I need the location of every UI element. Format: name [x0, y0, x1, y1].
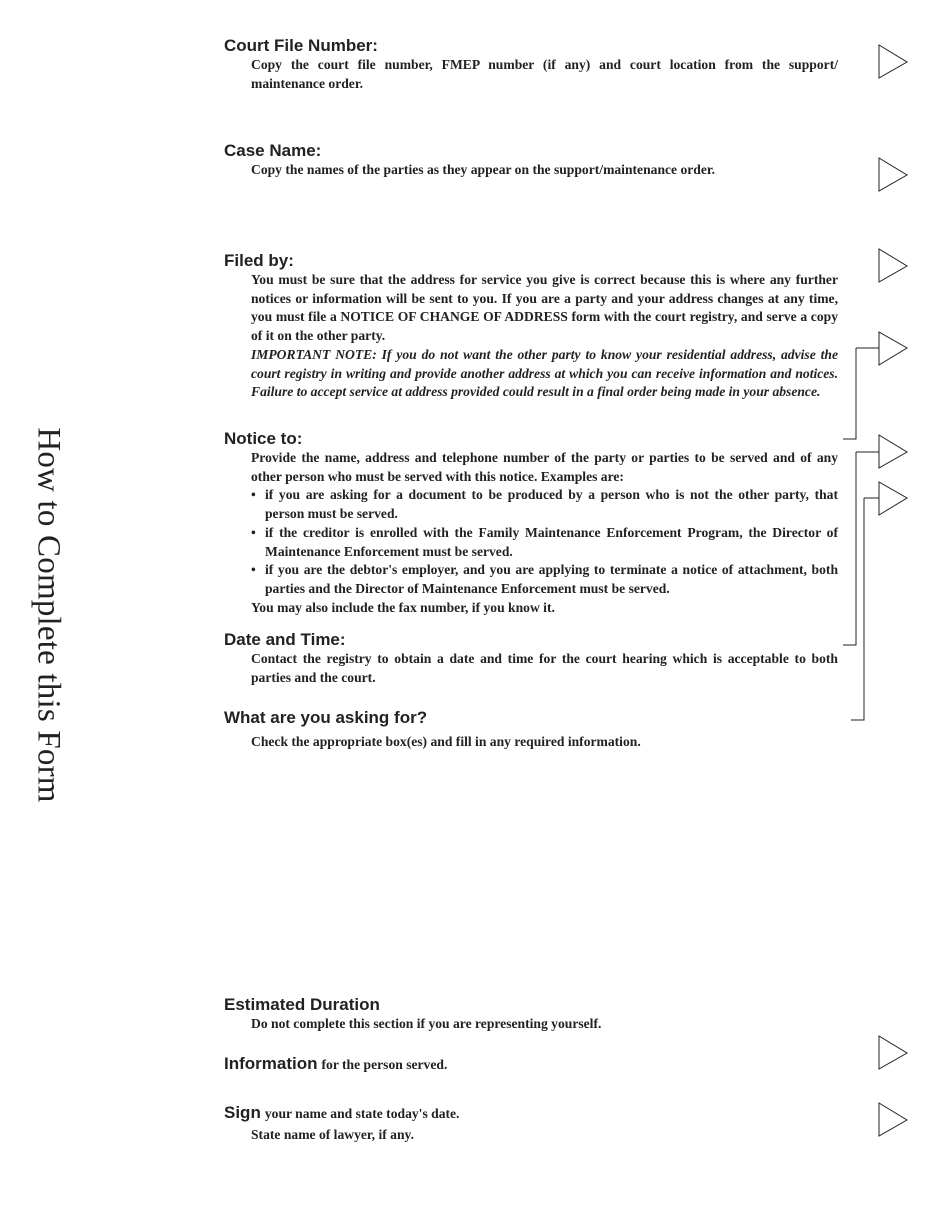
pointer-arrow-notice-to-icon: [879, 435, 907, 468]
court-file-heading: Court File Number:: [224, 36, 378, 55]
pointer-arrow-court-file-icon: [879, 45, 907, 78]
pointer-arrow-information-icon: [879, 1036, 907, 1069]
pointer-arrow-filed-by-2-icon: [879, 332, 907, 365]
information-section: [224, 1054, 838, 1074]
date-time-heading: Date and Time:: [224, 630, 346, 649]
sign-lawyer-text: State name of lawyer, if any.: [251, 1127, 414, 1142]
bracket-filed-by: [843, 348, 856, 439]
filed-by-section: [224, 251, 838, 402]
pointer-arrow-case-name-icon: [879, 158, 907, 191]
pointer-arrow-filed-by-icon: [879, 249, 907, 282]
duration-text: Do not complete this section if you are representing yourself.: [251, 1016, 602, 1031]
case-name-section: [224, 141, 838, 180]
case-name-text: Copy the names of the parties as they appear on the support/maintenance order.: [251, 162, 716, 177]
list-item: • if you are asking for a document to be produced by a person who is not the other party, that person must be served.: [251, 486, 838, 523]
pointer-arrow-sign-icon: [879, 1103, 907, 1136]
duration-heading: Estimated Duration: [224, 995, 380, 1014]
notice-to-examples: [251, 486, 838, 598]
list-item: • if the creditor is enrolled with the Family Maintenance Enforcement Program, the Director of Maintenance Enforcement must be served.: [251, 524, 838, 561]
asking-for-section: [224, 708, 838, 752]
date-time-section: [224, 630, 838, 687]
information-text: for the person served.: [321, 1057, 448, 1072]
notice-to-outro: You may also include the fax number, if you know it.: [251, 599, 555, 615]
case-name-heading: Case Name:: [224, 141, 322, 160]
filed-by-text: You must be sure that the address for service you give is correct because this is where any further notices or information will be sent to you. If you are a party and your address changes at any time, you must file a NOTICE OF CHANGE OF ADDRESS form with the court registry, and serve a copy of it on the other party.: [251, 272, 838, 344]
court-file-text: Copy the court file number, FMEP number (if any) and court location from the support/ maintenance order.: [251, 57, 838, 91]
list-item: • if you are the debtor's employer, and you are applying to terminate a notice of attachment, both parties and the Director of Maintenance Enforcement must be served.: [251, 561, 838, 598]
filed-by-heading: Filed by:: [224, 251, 294, 270]
notice-to-section: [224, 429, 838, 617]
sign-text: your name and state today's date.: [264, 1106, 460, 1121]
date-time-text: Contact the registry to obtain a date and time for the court hearing which is acceptable to both parties and the court.: [251, 651, 838, 685]
bracket-notice-to: [843, 452, 856, 645]
duration-section: [224, 995, 838, 1034]
filed-by-important-note: IMPORTANT NOTE: If you do not want the other party to know your residential address, advise the court registry in writing and provide another address at which you can receive information and notices. Failure to accept service at address provided could result in a final order being made in your absence.: [251, 346, 838, 400]
sign-heading: Sign: [224, 1103, 261, 1122]
bracket-asking-for: [851, 498, 864, 720]
notice-to-heading: Notice to:: [224, 429, 303, 448]
asking-for-heading: What are you asking for?: [224, 708, 428, 727]
asking-for-text: Check the appropriate box(es) and fill in any required information.: [251, 734, 641, 749]
notice-to-intro: Provide the name, address and telephone number of the party or parties to be served and of any other person who must be served with this notice. Examples are:: [251, 450, 838, 484]
information-heading: Information: [224, 1054, 318, 1073]
court-file-section: [224, 36, 838, 93]
pointer-arrow-asking-for-icon: [879, 482, 907, 515]
side-title: How to Complete this Form: [30, 427, 67, 803]
sign-section: [224, 1103, 838, 1145]
